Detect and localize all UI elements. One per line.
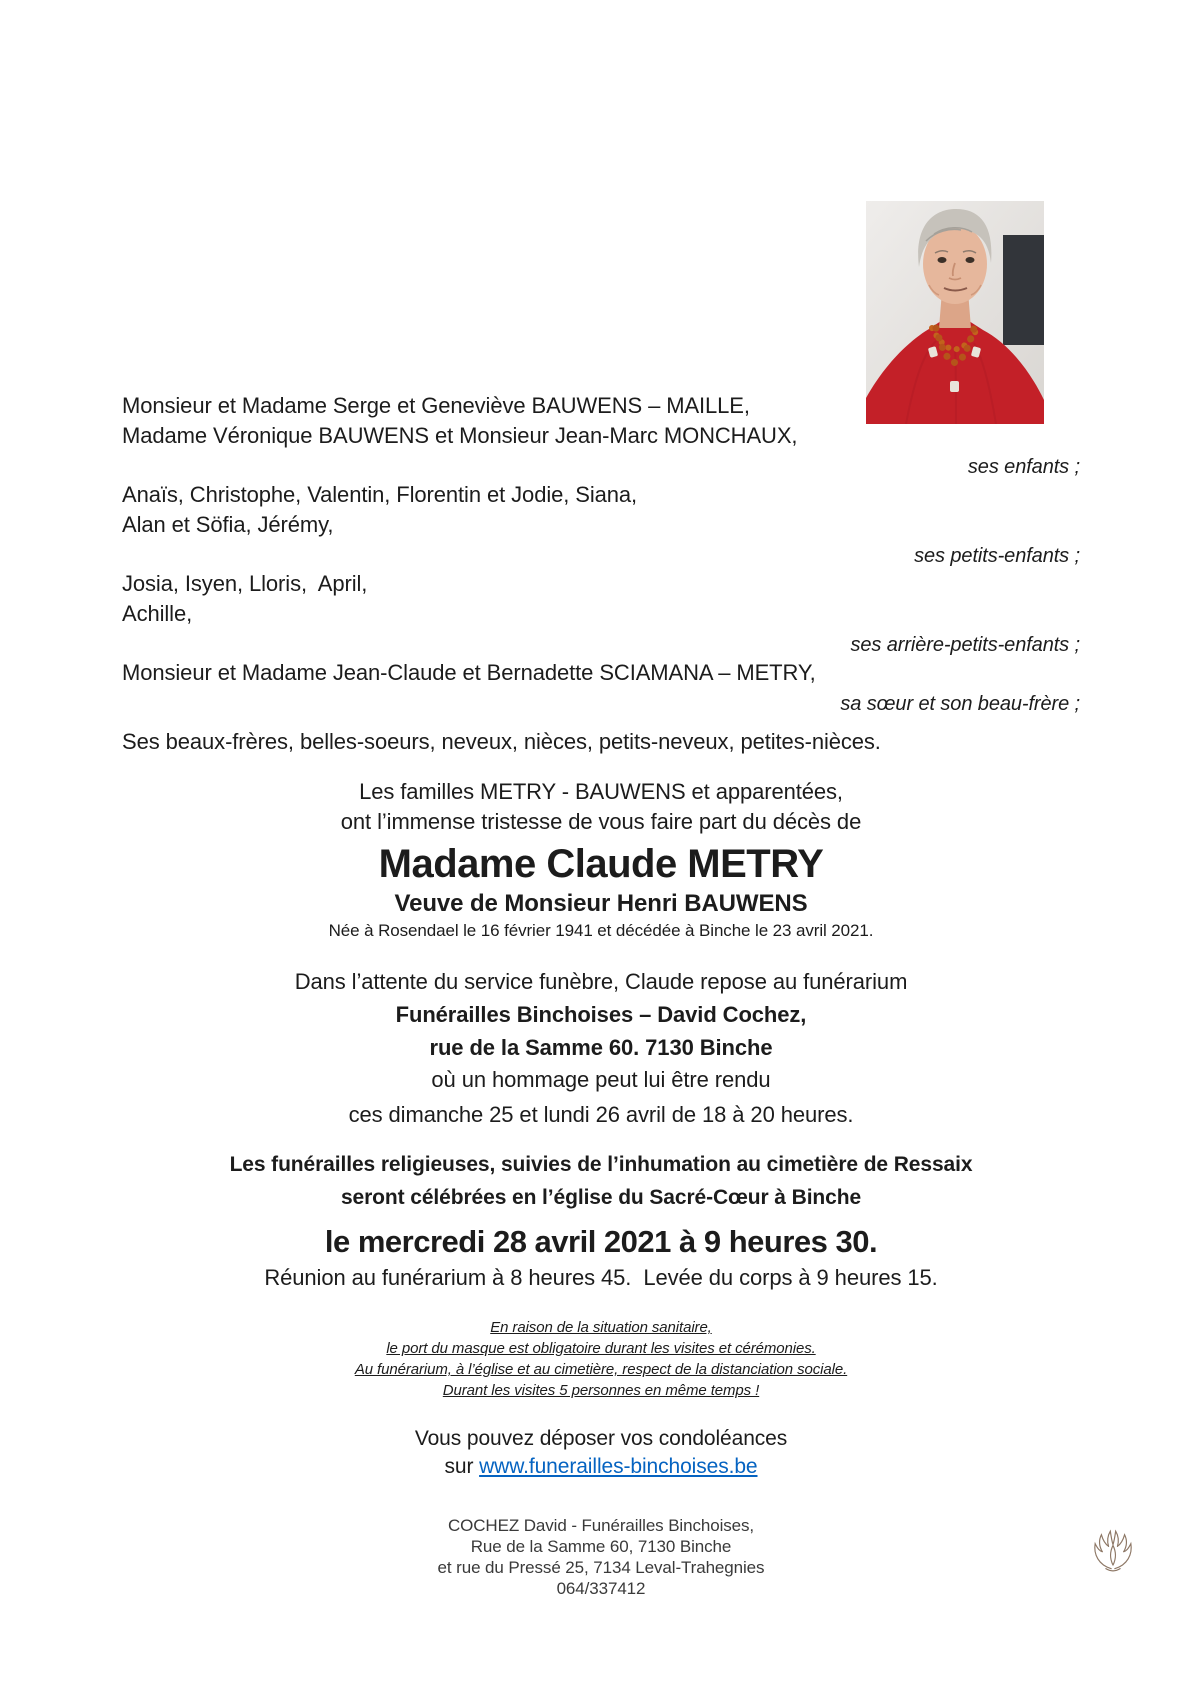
family-great-grandchildren-line: Josia, Isyen, Lloris, April, [122, 571, 368, 596]
funeral-home-address: rue de la Samme 60. 7130 Binche [429, 1035, 773, 1060]
covid-notice-line: le port du masque est obligatoire durant les visites et cérémonies. [386, 1340, 816, 1357]
footer-line: Rue de la Samme 60, 7130 Binche [470, 1537, 732, 1556]
ceremony-line: seront célébrées en l’église du Sacré-Cœur à Binche [340, 1186, 862, 1209]
deceased-widow-of: Veuve de Monsieur Henri BAUWENS [394, 890, 808, 917]
relation-label-children: ses enfants ; [967, 456, 1080, 478]
footer-phone: 064/337412 [556, 1579, 646, 1598]
covid-notice-line: En raison de la situation sanitaire, [490, 1319, 712, 1336]
funeral-home-footer [122, 1515, 1080, 1599]
family-extended-line: Ses beaux-frères, belles-soeurs, neveux, nièces, petits-neveux, petites-nièces. [122, 729, 881, 754]
family-grandchildren-line: Anaïs, Christophe, Valentin, Florentin et Jodie, Siana, [122, 482, 638, 507]
covid-notice-line: Au funérarium, à l’église et au cimetière, respect de la distanciation sociale. [354, 1361, 848, 1378]
family-sister-line: Monsieur et Madame Jean-Claude et Bernadette SCIAMANA – METRY, [122, 660, 816, 685]
relation-label-grandchildren: ses petits-enfants ; [914, 545, 1080, 567]
deceased-life-dates: Née à Rosendael le 16 février 1941 et décédée à Binche le 23 avril 2021. [328, 921, 874, 940]
announcement-line: Les familles METRY - BAUWENS et apparentées, [359, 779, 843, 804]
funeral-home-name: Funérailles Binchoises – David Cochez, [395, 1002, 807, 1027]
condolences-link-line [122, 1453, 1080, 1481]
relation-label-great-grandchildren: ses arrière-petits-enfants ; [850, 634, 1080, 656]
repose-intro: Dans l’attente du service funèbre, Claude repose au funérarium [294, 969, 908, 994]
deceased-name: Madame Claude METRY [378, 842, 824, 886]
ceremony-schedule: Réunion au funérarium à 8 heures 45. Levée du corps à 9 heures 15. [264, 1265, 938, 1290]
visiting-hours: ces dimanche 25 et lundi 26 avril de 18 à 20 heures. [348, 1102, 854, 1127]
family-children-line: Monsieur et Madame Serge et Geneviève BAUWENS – MAILLE, [122, 393, 750, 418]
announcement-line: ont l’immense tristesse de vous faire part du décès de [340, 809, 862, 834]
condolences-intro: Vous pouvez déposer vos condoléances [414, 1427, 788, 1450]
ceremony-date: le mercredi 28 avril 2021 à 9 heures 30. [324, 1224, 878, 1259]
footer-line: COCHEZ David - Funérailles Binchoises, [447, 1516, 755, 1535]
relation-label-sister: sa sœur et son beau-frère ; [840, 693, 1080, 715]
footer-line: et rue du Pressé 25, 7134 Leval-Trahegnies [437, 1558, 765, 1577]
family-great-grandchildren-line: Achille, [122, 601, 193, 626]
family-grandchildren-line: Alan et Söfia, Jérémy, [122, 512, 334, 537]
covid-notice-line: Durant les visites 5 personnes en même temps ! [442, 1382, 760, 1399]
condolences-link-prefix: sur [444, 1455, 480, 1478]
tribute-line: où un hommage peut lui être rendu [431, 1067, 771, 1092]
funeral-home-logo-icon [1086, 1524, 1140, 1574]
ceremony-line: Les funérailles religieuses, suivies de l’inhumation au cimetière de Ressaix [229, 1153, 973, 1176]
covid-notice [122, 1317, 1080, 1401]
family-children-line: Madame Véronique BAUWENS et Monsieur Jean-Marc MONCHAUX, [122, 423, 798, 448]
condolences-website-link[interactable]: www.funerailles-binchoises.be [479, 1455, 758, 1478]
